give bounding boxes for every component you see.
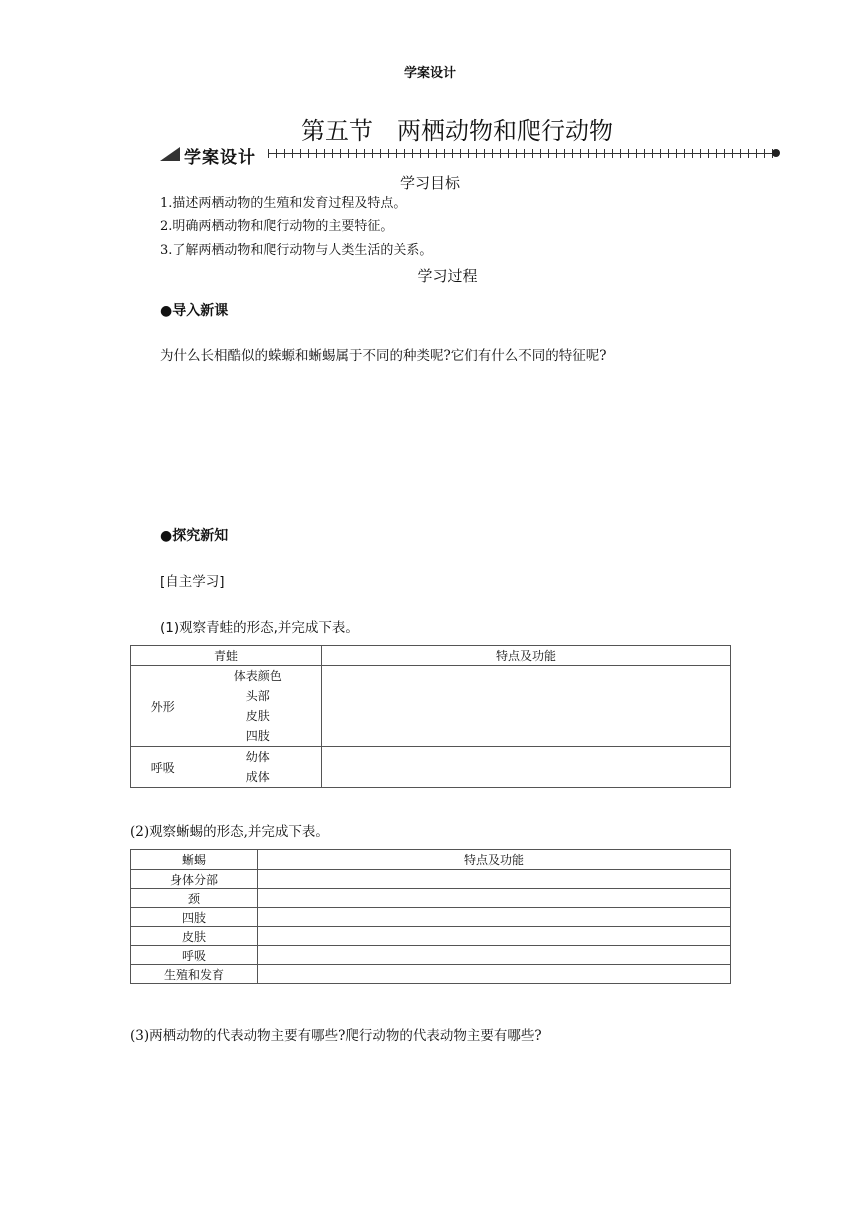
banner-ticks xyxy=(268,149,773,158)
frog-table xyxy=(130,645,731,788)
frog-item: 头部 xyxy=(245,689,270,703)
frog-feature-header: 特点及功能 xyxy=(322,646,731,666)
frog-answer-cell[interactable] xyxy=(322,747,731,788)
lizard-row-label: 四肢 xyxy=(131,908,258,927)
process-heading: 学习过程 xyxy=(417,267,478,285)
goals-heading: 学习目标 xyxy=(399,174,460,192)
frog-item-list xyxy=(195,747,322,788)
lizard-row-label: 皮肤 xyxy=(131,927,258,946)
frog-item-list xyxy=(195,666,322,747)
table-row xyxy=(131,889,731,908)
question-1: (1)观察青蛙的形态,并完成下表。 xyxy=(160,620,359,636)
banner-triangle-icon xyxy=(160,147,180,161)
table-row xyxy=(131,946,731,965)
frog-item: 四肢 xyxy=(245,729,270,743)
question-2: (2)观察蜥蜴的形态,并完成下表。 xyxy=(130,824,329,840)
lizard-row-label: 颈 xyxy=(131,889,258,908)
frog-group-label: 外形 xyxy=(131,666,195,747)
frog-item: 幼体 xyxy=(245,750,270,764)
lizard-row-label: 呼吸 xyxy=(131,946,258,965)
table-row xyxy=(131,870,731,889)
frog-item: 体表颜色 xyxy=(233,669,282,683)
header-title: 学案设计 xyxy=(403,66,456,81)
table-row xyxy=(131,666,731,747)
banner-label: 学案设计 xyxy=(184,148,256,168)
self-study-label: [自主学习] xyxy=(160,574,225,590)
intro-heading: ●导入新课 xyxy=(160,303,229,319)
table-row xyxy=(131,747,731,788)
lizard-table xyxy=(130,849,731,984)
lizard-answer-cell[interactable] xyxy=(258,889,731,908)
goal-item-3: 3.了解两栖动物和爬行动物与人类生活的关系。 xyxy=(160,243,433,258)
banner-end-dot-icon xyxy=(772,149,780,157)
lizard-col-header: 蜥蜴 xyxy=(131,850,258,870)
section-banner xyxy=(160,143,780,168)
frog-item: 成体 xyxy=(245,770,270,784)
frog-col-header: 青蛙 xyxy=(131,646,322,666)
intro-question: 为什么长相酷似的蝾螈和蜥蜴属于不同的种类呢?它们有什么不同的特征呢? xyxy=(160,348,607,364)
frog-table-header xyxy=(131,646,731,666)
explore-heading: ●探究新知 xyxy=(160,528,229,544)
lizard-answer-cell[interactable] xyxy=(258,908,731,927)
frog-item: 皮肤 xyxy=(245,709,270,723)
lizard-row-label: 身体分部 xyxy=(131,870,258,889)
page-title: 第五节 两栖动物和爬行动物 xyxy=(301,117,613,145)
lizard-answer-cell[interactable] xyxy=(258,870,731,889)
goal-item-2: 2.明确两栖动物和爬行动物的主要特征。 xyxy=(160,219,394,234)
lizard-feature-header: 特点及功能 xyxy=(258,850,731,870)
lizard-answer-cell[interactable] xyxy=(258,927,731,946)
frog-group-label: 呼吸 xyxy=(131,747,195,788)
question-3: (3)两栖动物的代表动物主要有哪些?爬行动物的代表动物主要有哪些? xyxy=(130,1028,542,1044)
table-row xyxy=(131,908,731,927)
table-row xyxy=(131,927,731,946)
frog-answer-cell[interactable] xyxy=(322,666,731,747)
lizard-table-header xyxy=(131,850,731,870)
table-row xyxy=(131,965,731,984)
lizard-answer-cell[interactable] xyxy=(258,946,731,965)
lizard-answer-cell[interactable] xyxy=(258,965,731,984)
lizard-row-label: 生殖和发育 xyxy=(131,965,258,984)
goal-item-1: 1.描述两栖动物的生殖和发育过程及特点。 xyxy=(160,196,407,211)
